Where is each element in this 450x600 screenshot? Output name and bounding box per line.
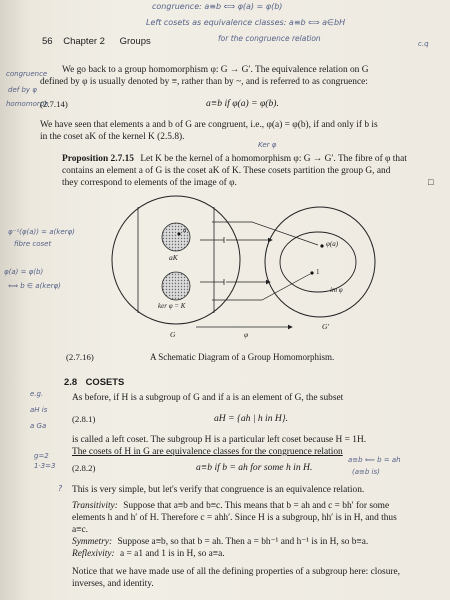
transitivity-line-2: elements h and h′ of H. Therefore c = ahh′. Since H is a subgroup, hh′ is in H, and thus [72, 513, 397, 523]
diagram-note-2: fibre coset [14, 240, 52, 248]
paragraph-2-line-2: in the coset aK of the kernel K (2.5.8). [40, 132, 185, 142]
kernel-K [162, 272, 190, 300]
diagram-note-4: ⟺ b ∈ a(kerφ) [8, 282, 61, 290]
section-title: COSETS [85, 376, 125, 387]
diagram-note-1: φ⁻¹(φ(a)) = a(kerφ) [8, 228, 75, 236]
handwritten-ker-note: Ker φ [258, 141, 277, 149]
transitivity-text-1: Suppose that a≡b and b≡c. This means that b = ah and c = bh′ for some [123, 501, 390, 511]
symmetry-label: Symmetry: [72, 537, 113, 547]
point-phi-a [320, 244, 323, 247]
image-ellipse [280, 232, 356, 292]
caption-number: (2.7.16) [66, 352, 94, 362]
reflexivity-line [72, 548, 225, 560]
chapter-label: Chapter 2 [63, 36, 105, 47]
cosets-note-5: 1·3=3 [34, 462, 56, 470]
cosets-note-4: g=2 [34, 452, 49, 460]
right-margin-note: a≡b ⟸ b = ah [348, 456, 401, 464]
paragraph-5-line-1: This is very simple, but let's verify that congruence is an equivalence relation. [72, 485, 365, 495]
transitivity-line-3: a≡c. [72, 525, 88, 535]
proposition-text-1: Let K be the kernel of a homomorphism φ: G → G′. The fibre of φ that [140, 154, 407, 164]
equation-2-8-2: a≡b if b = ah for some h in H. [196, 462, 313, 473]
paragraph-6-line-2: inverses, and identity. [72, 579, 154, 589]
arrow-path-lower [212, 274, 310, 300]
transitivity-label: Transitivity: [72, 501, 118, 511]
equation-2-8-1: aH = {ah | h in H}. [214, 413, 289, 424]
label-phi: φ [244, 330, 249, 339]
handwritten-note-top3: for the congruence relation [218, 34, 321, 43]
point-identity [310, 271, 313, 274]
reflexivity-label: Reflexivity: [72, 549, 115, 559]
point-a [178, 233, 181, 236]
proposition-line-3: they correspond to elements of the image of φ. [62, 178, 237, 188]
paragraph-1-line-1: We go back to a group homomorphism φ: G → G′. The equivalence relation on G [62, 65, 369, 75]
paragraph-3-line-1: As before, if H is a subgroup of G and if a is an element of G, the subset [72, 393, 344, 403]
equation-number-2-8-2: (2.8.2) [72, 463, 96, 473]
label-Gprime: G′ [322, 322, 330, 331]
handwritten-note-top2: Left cosets as equivalence classes: a≡b ⟺ a∈bH [146, 18, 346, 27]
label-phi-a: φ(a) [326, 240, 339, 248]
proposition-line-2: contains an element a of G is the coset aK of K. These cosets partition the group G, and [62, 166, 391, 176]
section-label: Groups [119, 36, 151, 47]
label-G: G [170, 330, 176, 339]
caption-text: A Schematic Diagram of a Group Homomorphism. [150, 352, 335, 362]
section-number: 2.8 [64, 376, 78, 387]
cosets-note-1: e.g. [30, 390, 44, 398]
circled-mark: ? [58, 484, 63, 493]
label-a: a [183, 226, 187, 234]
right-margin-note-2: (a≡b is) [352, 468, 380, 476]
transitivity-line-1 [72, 500, 389, 512]
label-kernel: ker φ = K [158, 302, 186, 310]
equation-number-2-8-1: (2.8.1) [72, 414, 96, 424]
diagram-note-3: φ(a) = φ(b) [4, 268, 44, 276]
reflexivity-text: a = a1 and 1 is in H, so a≡a. [120, 549, 225, 559]
cosets-note-2: aH is [30, 406, 48, 414]
paragraph-4-line-1: is called a left coset. The subgroup H is a particular left coset because H = 1H. [72, 435, 367, 445]
margin-note-1: congruence [6, 70, 48, 78]
label-identity: 1 [316, 268, 320, 276]
label-image: im φ [330, 286, 343, 294]
handwritten-note-top1: congruence: a≡b ⟺ φ(a) = φ(b) [152, 2, 283, 11]
paragraph-1-line-2: defined by φ is usually denoted by ≡, rather than by ~, and is referred to as congruence: [40, 77, 368, 87]
margin-note-3: homomorph [6, 100, 49, 108]
paragraph-4-line-2: The cosets of H in G are equivalence classes for the congruence relation [72, 447, 343, 457]
equation-2-7-14: a≡b if φ(a) = φ(b). [206, 98, 279, 109]
arrow-path-upper [212, 222, 318, 245]
cosets-note-3: a Ga [30, 422, 47, 430]
paragraph-2-line-1: We have seen that elements a and b of G are congruent, i.e., φ(a) = φ(b), if and only if b is [40, 120, 378, 130]
section-heading [64, 376, 124, 387]
margin-note-2: def by φ [8, 86, 37, 94]
label-aK: aK [169, 253, 178, 262]
page-number: 56 [42, 36, 53, 47]
symmetry-text: Suppose a≡b, so that b = ah. Then a = bh⁻¹ and h⁻¹ is in H, so b≡a. [117, 537, 369, 547]
paragraph-6-line-1: Notice that we have made use of all the defining properties of a subgroup here: closure, [72, 567, 401, 577]
handwritten-note-corner: c.q [418, 40, 429, 48]
equation-number-2-7-14: (2.7.14) [40, 99, 68, 109]
proposition-label: Proposition 2.7.15 [62, 154, 134, 164]
qed-box: □ [428, 178, 434, 188]
group-Gprime-circle [265, 207, 375, 317]
symmetry-line [72, 536, 368, 548]
